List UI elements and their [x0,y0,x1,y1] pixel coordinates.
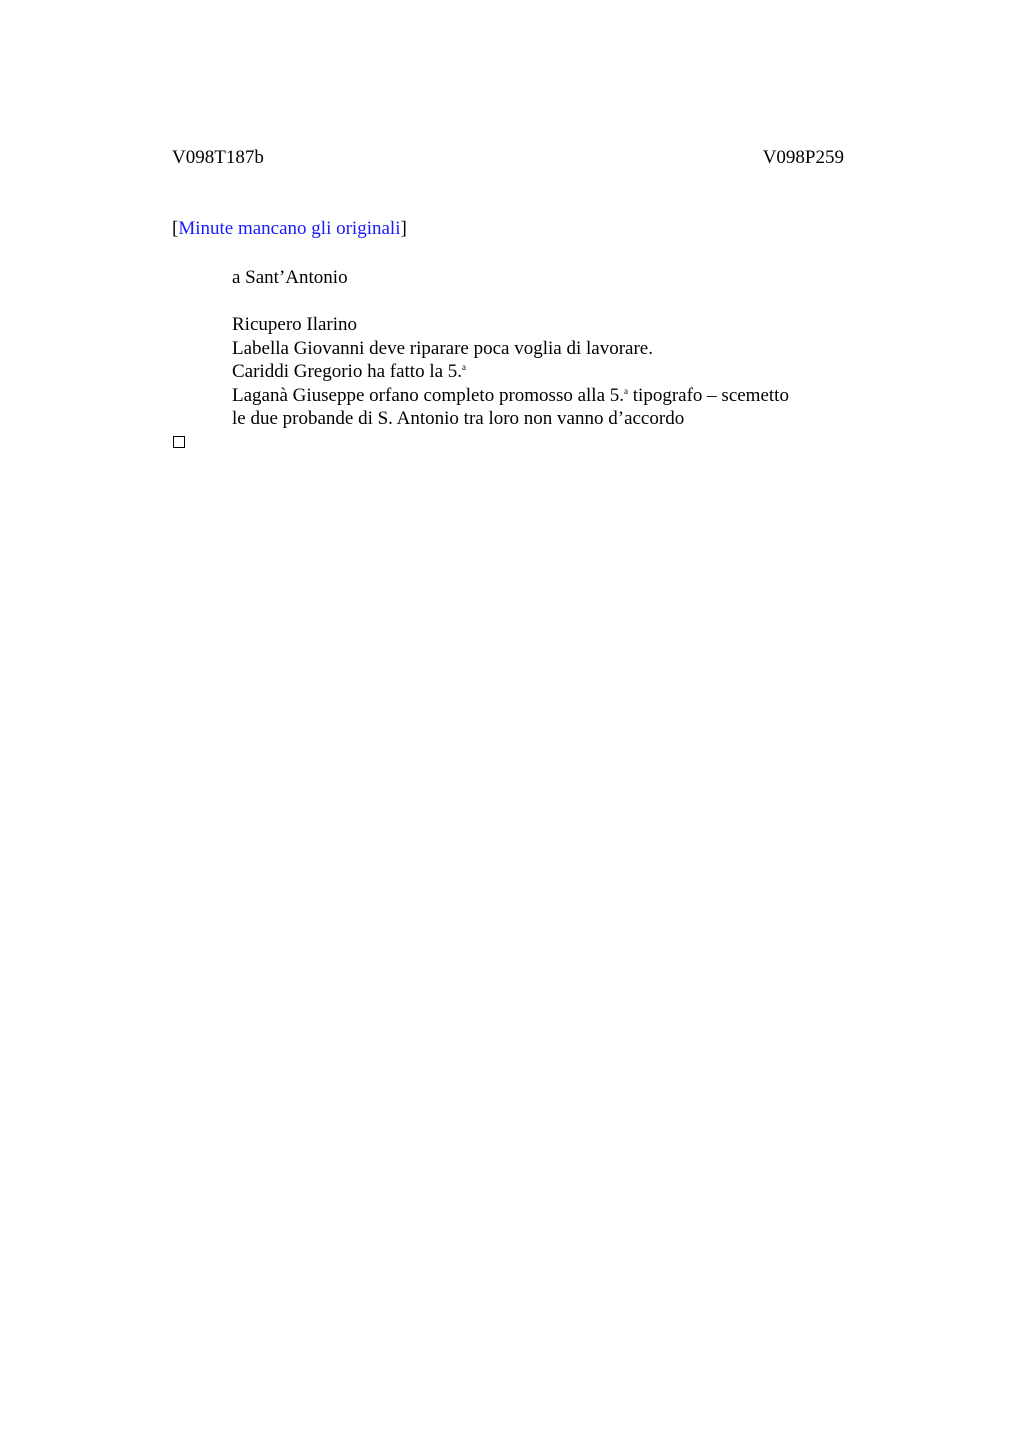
body-line-3 [232,360,872,384]
body-line-4-text-before: Laganà Giuseppe orfano completo promosso alla 5. [232,384,625,406]
square-outline-icon [173,436,185,448]
note-open-bracket: [ [172,218,179,239]
document-code-left: V098T187b [172,147,264,168]
body-line-4 [232,384,872,408]
body-line-1: Ricupero Ilarino [232,314,358,335]
body-line-2: Labella Giovanni deve riparare poca voglia di lavorare. [232,337,653,359]
note-close-bracket: ] [400,218,407,239]
ordinal-superscript: a [462,362,467,372]
editorial-note [172,218,407,240]
letter-body [232,266,872,431]
body-line-3-text: Cariddi Gregorio ha fatto la 5. [232,361,463,382]
page-code-right: V098P259 [762,147,844,168]
recipient-line: a Sant’Antonio [232,267,348,288]
note-link[interactable]: Minute mancano gli originali [178,218,401,239]
body-line-4-text-after: tipografo – scemetto [628,384,789,406]
body-line-5: le due probande di S. Antonio tra loro non vanno d’accordo [232,408,685,429]
ordinal-superscript: a [624,385,629,396]
